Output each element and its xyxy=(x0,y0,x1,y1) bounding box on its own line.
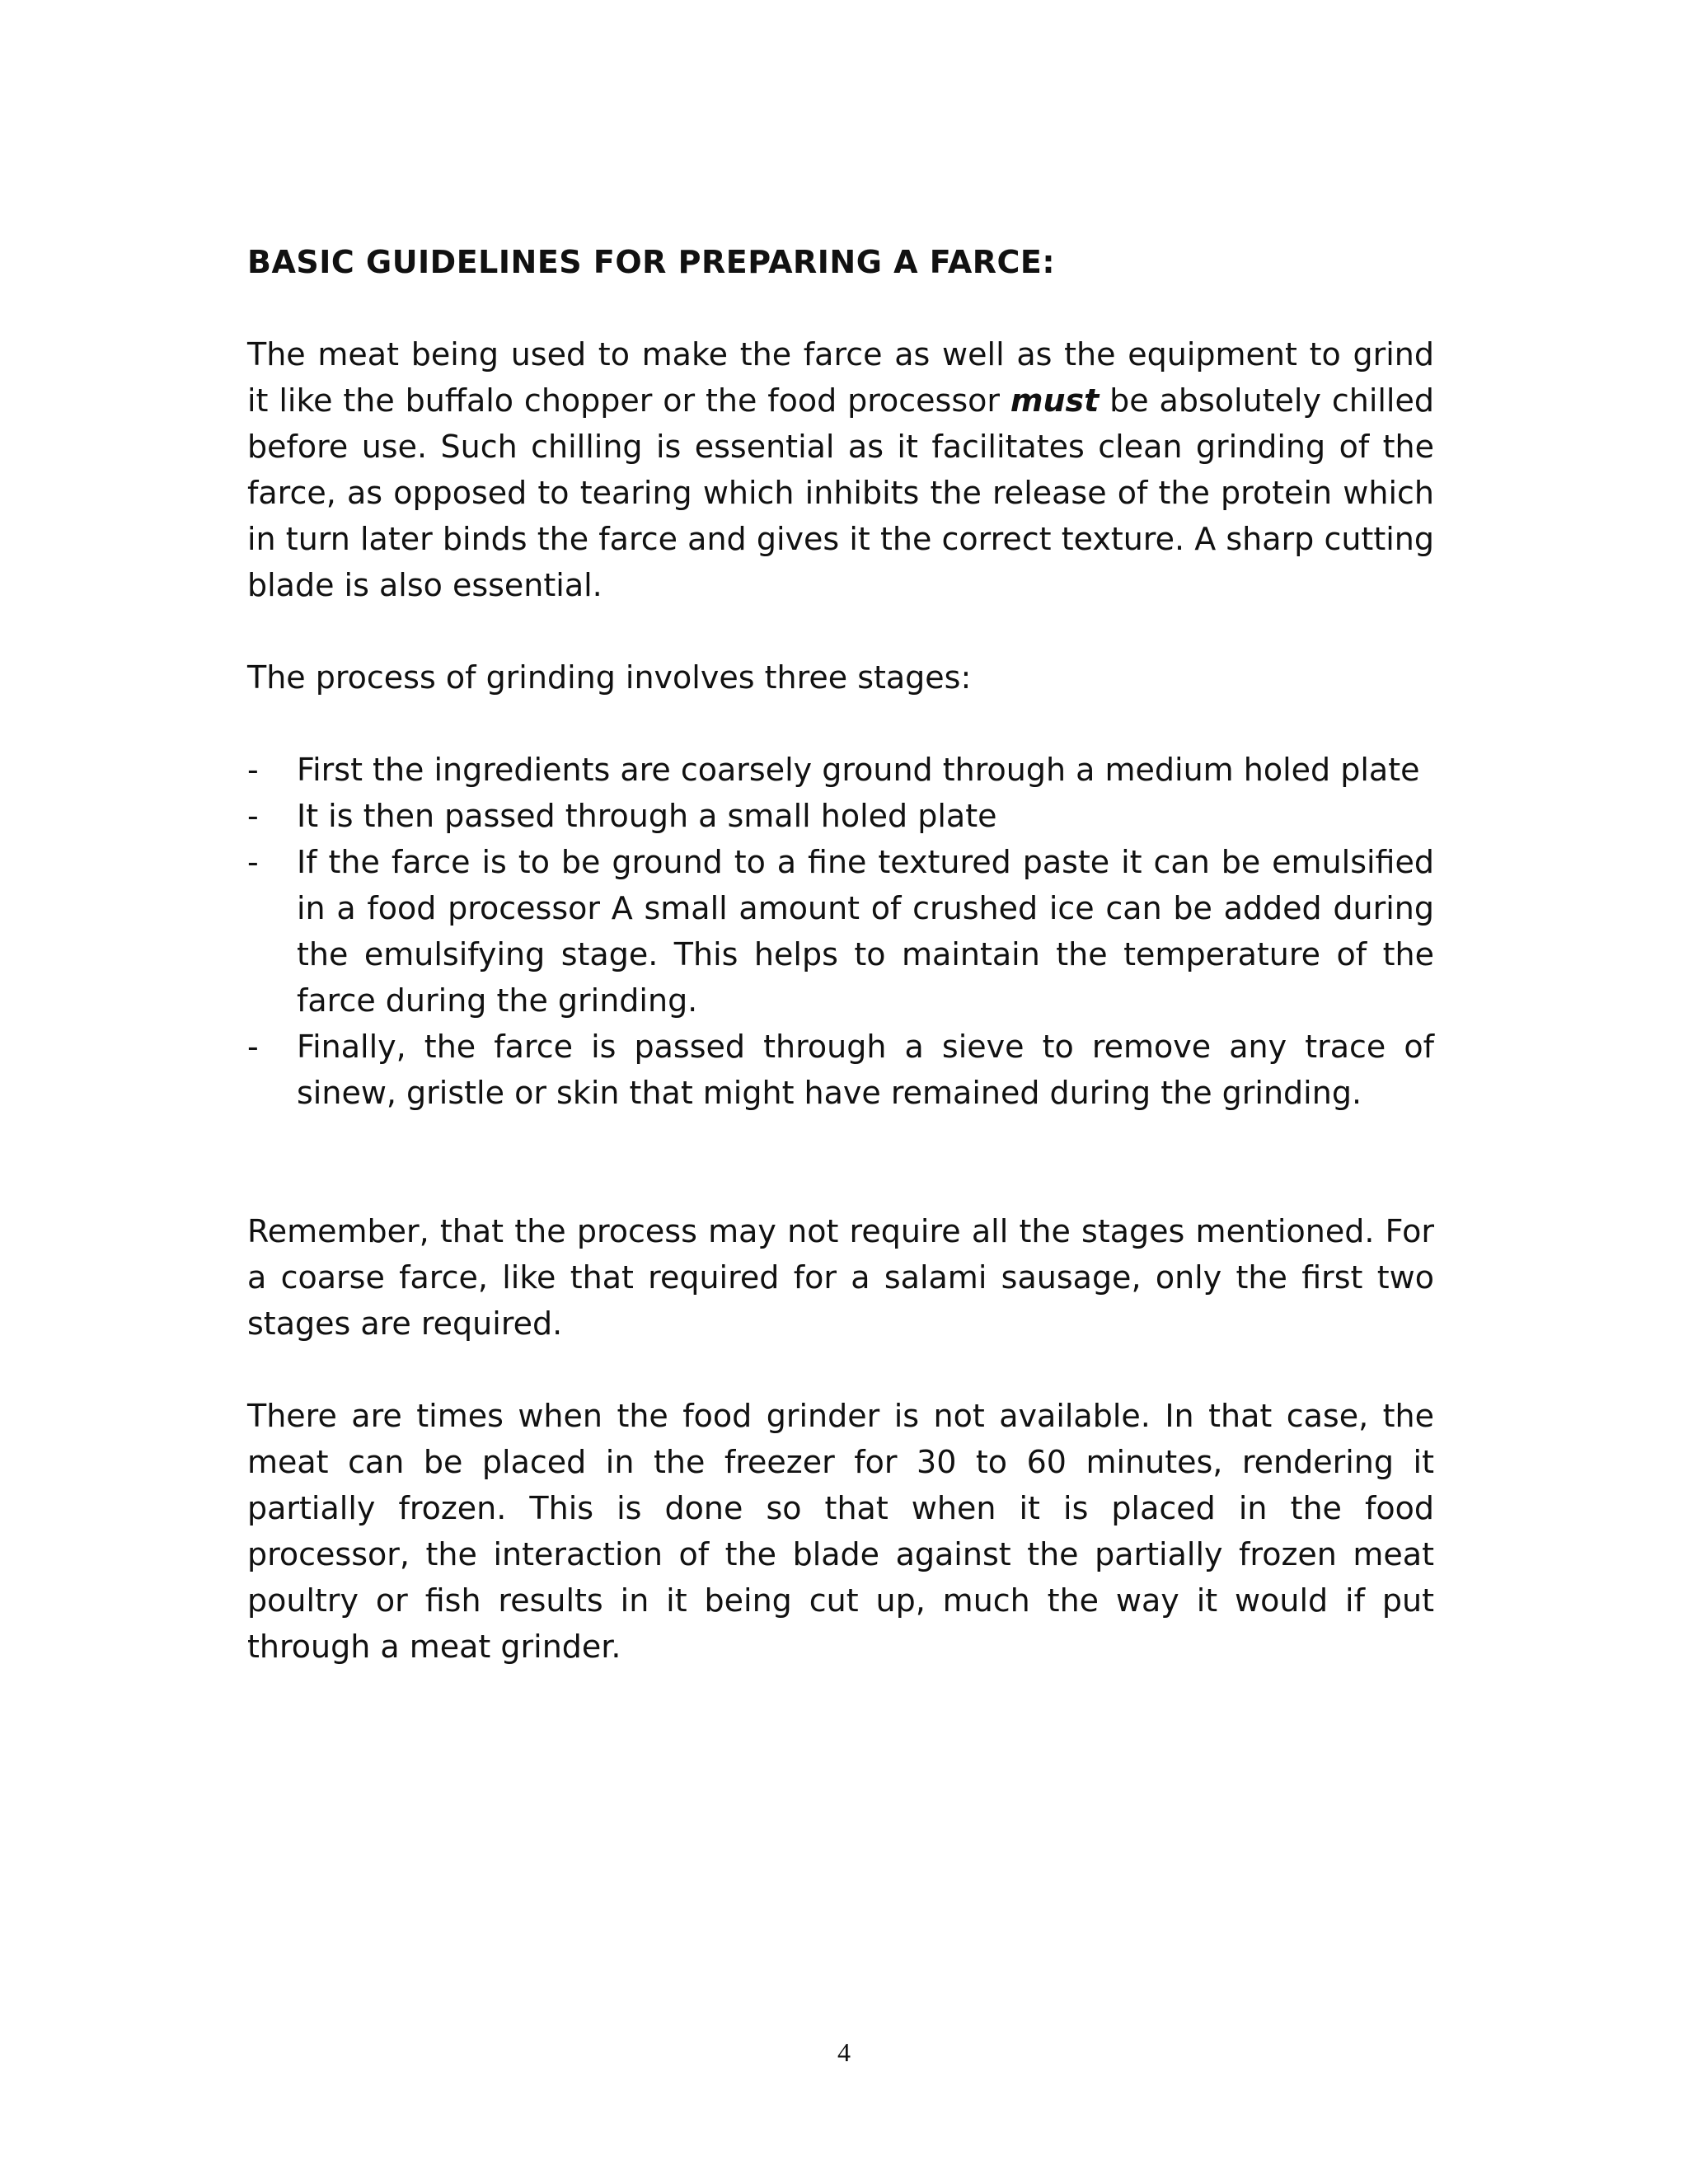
list-item-text: If the farce is to be ground to a fine textured paste it can be emulsified in a food processor A small amount of crushed ice can be added during the emulsifying stage. This helps to maintain the temperature of the farce during the grinding. xyxy=(297,844,1434,1019)
paragraph-chilling-part1: The meat being used to make the farce as well as the equipment to grind it like the buffalo chopper or the food processor xyxy=(247,336,1434,419)
list-item-text: First the ingredients are coarsely ground through a medium holed plate xyxy=(297,752,1420,788)
document-page xyxy=(247,239,1434,1716)
section-heading: BASIC GUIDELINES FOR PREPARING A FARCE: xyxy=(247,244,1056,280)
list-dash: - xyxy=(247,844,259,880)
paragraph-chilling xyxy=(247,331,1434,608)
list-dash: - xyxy=(247,752,259,788)
list-item xyxy=(247,747,1434,793)
list-item-text: It is then passed through a small holed plate xyxy=(297,798,997,834)
list-item-text: Finally, the farce is passed through a sieve to remove any trace of sinew, gristle or skin that might have remained during the grinding. xyxy=(297,1029,1434,1111)
list-item xyxy=(247,839,1434,1024)
list-dash: - xyxy=(247,798,259,834)
list-dash: - xyxy=(247,1029,259,1065)
emphasis-must: must xyxy=(1010,382,1100,419)
paragraph-remember: Remember, that the process may not require all the stages mentioned. For a coarse farce, like that required for a salami sausage, only the first two stages are required. xyxy=(247,1213,1434,1342)
page-number: 4 xyxy=(837,2037,851,2067)
list-item xyxy=(247,793,1434,839)
paragraph-no-grinder: There are times when the food grinder is not available. In that case, the meat can be placed in the freezer for 30 to 60 minutes, rendering it partially frozen. This is done so that when it is placed in the food processor, the interaction of the blade against the partially frozen meat poultry or fish results in it being cut up, much the way it would if put through a meat grinder. xyxy=(247,1398,1434,1665)
list-item xyxy=(247,1024,1434,1116)
stages-list xyxy=(247,747,1434,1116)
paragraph-chilling-part2: be absolutely chilled before use. Such chilling is essential as it facilitates clean grinding of the farce, as opposed to tearing which inhibits the release of the protein which in turn later binds the farce and gives it the correct texture. A sharp cutting blade is also essential. xyxy=(247,382,1434,603)
paragraph-stages-intro: The process of grinding involves three stages: xyxy=(247,659,972,696)
